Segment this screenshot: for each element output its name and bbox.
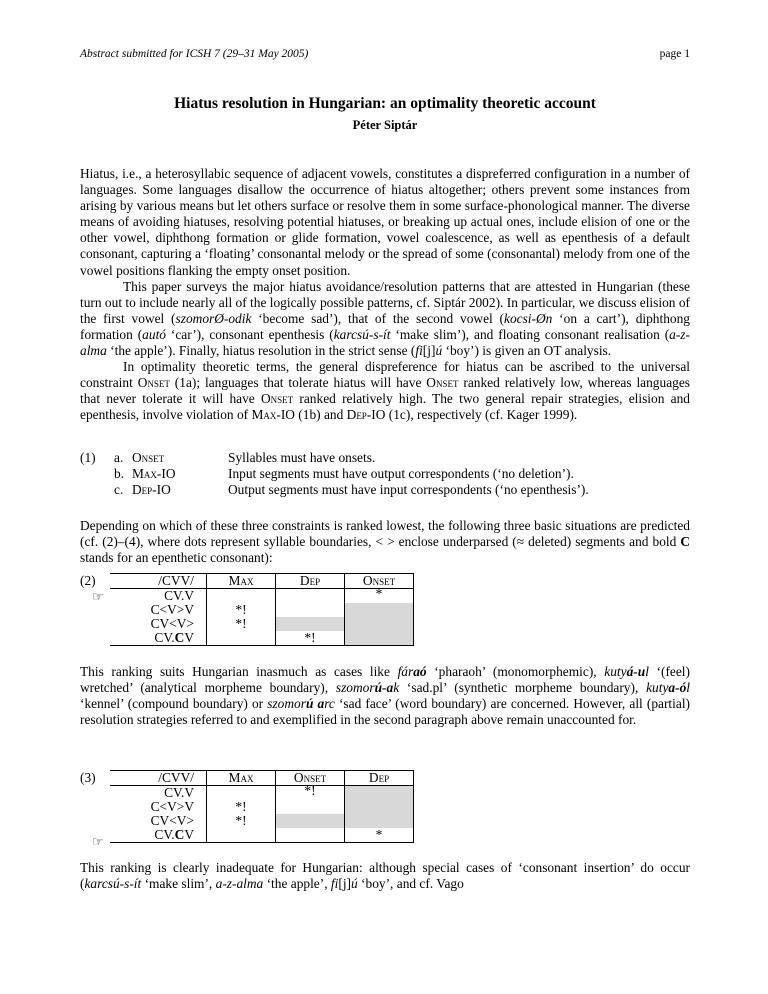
tableau-header: Max xyxy=(207,771,276,786)
constraint-definition: Syllables must have onsets. xyxy=(228,450,376,465)
paragraph-1: Hiatus, i.e., a heterosyllabic sequence of adjacent vowels, constitutes a dispreferred configuration in a number of languages. Some languages disallow the occurrence of hiatus altogether; others prevent some instances from arising by various means but let others surface or resolve them in some surface-phonological manner. The diverse means of avoiding hiatuses, resolving potential hiatuses, or breaking up actual ones, include elision of one or the other vowel, diphthong formation or glide formation, vowel coalescence, as well as epenthesis of a default consonant, capturing a ‘floating’ consonantal melody or the spread of some (consonantal) melody from one of the vowel positions flanking the empty onset position. xyxy=(80,166,690,278)
tableau-candidate: C<V>V xyxy=(110,603,207,617)
tableau-cell: *! xyxy=(207,617,276,631)
pointing-hand-icon: ☞ xyxy=(92,589,104,604)
tableau-cell: * xyxy=(345,589,414,604)
example-sub: b. xyxy=(114,466,125,481)
tableau-candidate: CV<V> xyxy=(110,617,207,631)
constraint-name: Dep-IO xyxy=(132,482,171,497)
tableau-candidate: CV.V xyxy=(110,589,207,604)
tableau-header: Max xyxy=(207,574,276,589)
tableau-cell xyxy=(276,603,345,617)
tableau-candidate: CV<V> xyxy=(110,814,207,828)
constraint-definition: Output segments must have input correspondents (‘no epenthesis’). xyxy=(228,482,589,497)
pointing-hand-icon: ☞ xyxy=(92,834,104,849)
tableau-input: /CVV/ xyxy=(110,574,207,589)
tableau-cell xyxy=(276,589,345,604)
constraint-name: Max-IO xyxy=(132,466,176,481)
example-sub: a. xyxy=(114,450,124,465)
paper-title: Hiatus resolution in Hungarian: an optimality theoretic account xyxy=(174,95,596,112)
tableau-cell xyxy=(276,800,345,814)
tableau-cell xyxy=(345,800,414,814)
tableau-input: /CVV/ xyxy=(110,771,207,786)
tableau-cell xyxy=(276,814,345,828)
tableau-header: Dep xyxy=(276,574,345,589)
tableau-cell: *! xyxy=(207,603,276,617)
constraint-name: Onset xyxy=(132,450,165,465)
paragraph-6: This ranking is clearly inadequate for Hungarian: although special cases of ‘consonant insertion’ do occur (karcsú-s-ít ‘make slim’, a-z-alma ‘the apple’, fi[j]ú ‘boy’, and cf. Vago xyxy=(80,860,690,892)
paragraph-2: This paper surveys the major hiatus avoidance/resolution patterns that are attested in Hungarian (these turn out to include nearly all of the logically possible patterns, cf. Siptár 2002). In particular, we discuss elision of the first vowel (szomorØ-odik ‘become sad’), that of the second vowel (kocsi-Øn ‘on a cart’), diphthong formation (autó ‘car’), consonant epenthesis (karcsú-s-ít ‘make slim’), and floating consonant realisation (a-z-alma ‘the apple’). Finally, hiatus resolution in the strict sense (fi[j]ú ‘boy’) is given an OT analysis. xyxy=(80,278,691,359)
example-sub: c. xyxy=(114,482,124,497)
tableau-cell xyxy=(345,617,414,631)
example-row xyxy=(80,466,690,482)
tableau-header: Dep xyxy=(345,771,414,786)
tableau-candidate: CV.CV xyxy=(110,631,207,646)
tableau-candidate: CV.V xyxy=(110,786,207,801)
tableau-candidate: CV.CV xyxy=(110,828,207,843)
tableau-candidate: C<V>V xyxy=(110,800,207,814)
tableau-number: (3) xyxy=(80,770,96,785)
running-header xyxy=(80,48,690,60)
tableau-cell xyxy=(345,631,414,646)
tableau-2 xyxy=(110,573,414,646)
tableau-number: (2) xyxy=(80,573,96,588)
paragraph-5: This ranking suits Hungarian inasmuch as cases like fáraó ‘pharaoh’ (monomorphemic), kutyá-ul ‘(feel) wretched’ (analytical morpheme boundary), szomorú-ak ‘sad.pl’ (synthetic morpheme boundary), kutya-ól ‘kennel’ (compound boundary) or szomorú arc ‘sad face’ (word boundary) are concerned. However, all (partial) resolution strategies referred to and exemplified in the second paragraph above remain unaccounted for. xyxy=(80,664,691,728)
tableau-cell xyxy=(276,617,345,631)
paragraph-3: In optimality theoretic terms, the general dispreference for hiatus can be ascribed to the universal constraint Onset (1a); languages that tolerate hiatus will have Onset ranked relatively low, whereas languages that never tolerate it will have Onset ranked relatively high. The two general repair strategies, elision and epenthesis, involve violation of Max-IO (1b) and Dep-IO (1c), respectively (cf. Kager 1999). xyxy=(80,359,690,423)
constraint-definition: Input segments must have output correspondents (‘no deletion’). xyxy=(228,466,574,481)
tableau-cell: *! xyxy=(207,814,276,828)
example-1 xyxy=(80,450,690,498)
tableau-cell xyxy=(207,786,276,801)
tableau-cell xyxy=(345,786,414,801)
tableau-cell xyxy=(207,589,276,604)
tableau-cell: *! xyxy=(276,786,345,801)
tableau-cell: *! xyxy=(207,800,276,814)
example-row xyxy=(80,482,690,498)
paragraph-4: Depending on which of these three constraints is ranked lowest, the following three basic situations are predicted (cf. (2)–(4), where dots represent syllable boundaries, < > enclose underparsed (≈ deleted) segments and bold C stands for an epenthetic consonant): xyxy=(80,518,690,566)
body-intro xyxy=(80,166,690,424)
page-number: page 1 xyxy=(659,48,690,60)
header-left: Abstract submitted for ICSH 7 (29–31 May 2005) xyxy=(80,48,309,60)
paper-author: Péter Siptár xyxy=(352,118,418,132)
tableau-cell xyxy=(345,814,414,828)
tableau-cell: * xyxy=(345,828,414,843)
example-number: (1) xyxy=(80,450,96,465)
tableau-header: Onset xyxy=(345,574,414,589)
tableau-cell xyxy=(207,828,276,843)
tableau-3 xyxy=(110,770,414,843)
tableau-cell xyxy=(345,603,414,617)
tableau-header: Onset xyxy=(276,771,345,786)
tableau-cell xyxy=(276,828,345,843)
tableau-cell xyxy=(207,631,276,646)
example-row xyxy=(80,450,690,466)
tableau-cell: *! xyxy=(276,631,345,646)
